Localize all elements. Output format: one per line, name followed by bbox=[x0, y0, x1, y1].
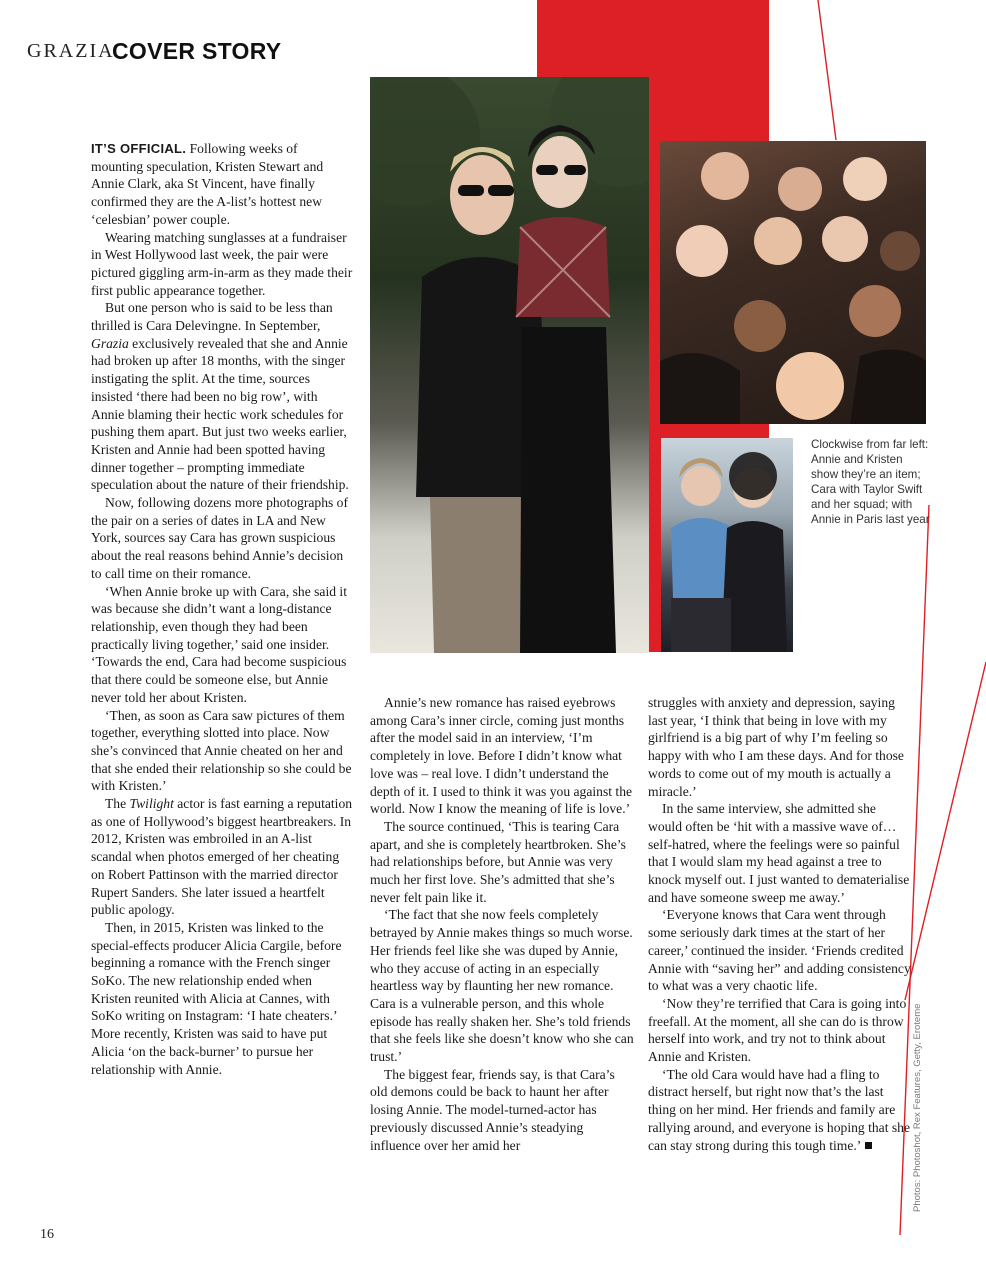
paragraph: IT’S OFFICIAL. Following weeks of mounting speculation, Kristen Stewart and Annie Clark, aka St Vincent, have finally confirmed they are the A-list’s hottest new ‘celesbian’ power couple. bbox=[91, 141, 324, 227]
paragraph: struggles with anxiety and depression, saying last year, ‘I think that being in love with my girlfriend is a big part of why I’m feeling so happy with who I am these days. And for those words to come out of my mouth is actually a miracle.’ bbox=[648, 695, 904, 799]
paragraph: The source continued, ‘This is tearing Cara apart, and she is completely heartbroken. She’s had relationships before, but Annie was very much her first love. She’s admitted that she’s never felt pain like it. bbox=[370, 818, 626, 905]
paragraph: ‘Now they’re terrified that Cara is going into freefall. At the moment, all she can do is throw herself into work, and try not to think about Annie and Kristen. bbox=[648, 995, 907, 1065]
paragraph: Annie’s new romance has raised eyebrows among Cara’s inner circle, coming just months after the model said in an interview, ‘I’m completely in love. Before I didn’t know what love was – real love. I didn’t understand the depth of it. I used to think it was you against the world. Now I know the meaning of life is love.’ bbox=[370, 695, 633, 817]
paragraph: The Twilight actor is fast earning a reputation as one of Hollywood’s biggest heartbreakers. In 2012, Kristen was embroiled in an A-list scandal when photos emerged of her cheating on Robert Pattinson with the married director Rupert Sanders. She later issued a heartfelt public apology. bbox=[91, 796, 353, 918]
photo-cara-annie-paris bbox=[661, 438, 793, 652]
section-title: COVER STORY bbox=[112, 38, 282, 64]
magazine-brand: GRAZIA bbox=[27, 40, 115, 62]
article-column-2 bbox=[370, 694, 634, 1154]
paragraph: But one person who is said to be less than thrilled is Cara Delevingne. In September, Grazia exclusively revealed that she and Annie had broken up after 18 months, with the singer instigating the split. At the time, sources insisted ‘there had been no big row’, with Annie blaming their hectic work schedules for pushing them apart. But just two weeks earlier, Kristen and Annie had been spotted having dinner together – prompting immediate speculation about the nature of their friendship. bbox=[91, 300, 349, 493]
article-column-3 bbox=[648, 694, 912, 1154]
end-of-article-mark bbox=[865, 1142, 872, 1149]
paragraph: Wearing matching sunglasses at a fundraiser in West Hollywood last week, the pair were pictured giggling arm-in-arm as they made their first public appearance together. bbox=[91, 229, 353, 298]
paragraph: In the same interview, she admitted she would often be ‘hit with a massive wave of… self-hatred, where the feelings were so painful that I would slam my head against a tree to knock myself out. I just wanted to dematerialise and have someone sweep me away.’ bbox=[648, 801, 910, 905]
paragraph: ‘The fact that she now feels completely betrayed by Annie makes things so much worse. Her friends feel like she was duped by Annie, who they accuse of acting in an especially heartless way by flaunting her new romance. Cara is a vulnerable person, and this whole episode has really shaken her. She’s told friends that she feels like she doesn’t know who she can trust.’ bbox=[370, 907, 634, 1065]
article-column-1 bbox=[91, 140, 353, 1078]
photo-kristen-annie bbox=[370, 77, 649, 653]
paragraph: Then, in 2015, Kristen was linked to the special-effects producer Alicia Cargile, before beginning a romance with the French singer SoKo. The new relationship ended when Kristen reunited with Alicia at Cannes, with SoKo writing on Instagram: ‘I hate cheaters.’ More recently, Kristen was said to have put Alicia ‘on the back-burner’ to pursue her relationship with Annie. bbox=[91, 919, 342, 1077]
paragraph: Now, following dozens more photographs of the pair on a series of dates in LA and New York, sources say Cara has grown suspicious about the real reasons behind Annie’s decision to call time on their romance. bbox=[91, 495, 349, 581]
photo-credit: Photos: Photoshot, Rex Features, Getty, Eroteme bbox=[912, 1003, 923, 1212]
page-number: 16 bbox=[40, 1227, 54, 1242]
paragraph: ‘When Annie broke up with Cara, she said it was because she didn’t want a long-distance relationship, even though they had been practically living together,’ said one insider. ‘Towards the end, Cara had become suspicious that there could be someone else, but Annie never told her about Kristen. bbox=[91, 583, 347, 705]
paragraph: The biggest fear, friends say, is that Cara’s old demons could be back to haunt her after losing Annie. The model-turned-actor has previously discussed Annie’s steadying influence over her amid her bbox=[370, 1066, 615, 1153]
paragraph: ‘Everyone knows that Cara went through some seriously dark times at the start of her career,’ continued the insider. ‘Friends credited Annie with “saving her” and adding consistency to what was a very chaotic life. bbox=[648, 907, 911, 994]
photo-caption: Clockwise from far left: Annie and Kristen show they’re an item; Cara with Taylor Swift and her squad; with Annie in Paris last year bbox=[811, 438, 930, 526]
lead-in: IT’S OFFICIAL. bbox=[91, 141, 187, 156]
paragraph: ‘Then, as soon as Cara saw pictures of them together, everything slotted into place. Now she’s convinced that Annie cheated on her and that she ended their relationship so she could be with Kristen.’ bbox=[91, 707, 352, 794]
photo-cara-squad bbox=[660, 141, 926, 424]
paragraph: ‘The old Cara would have had a fling to distract herself, but right now that’s the last thing on her mind. Her friends and family are rallying around, and everyone is hoping that she can stay strong during this tough time.’ bbox=[648, 1066, 910, 1153]
